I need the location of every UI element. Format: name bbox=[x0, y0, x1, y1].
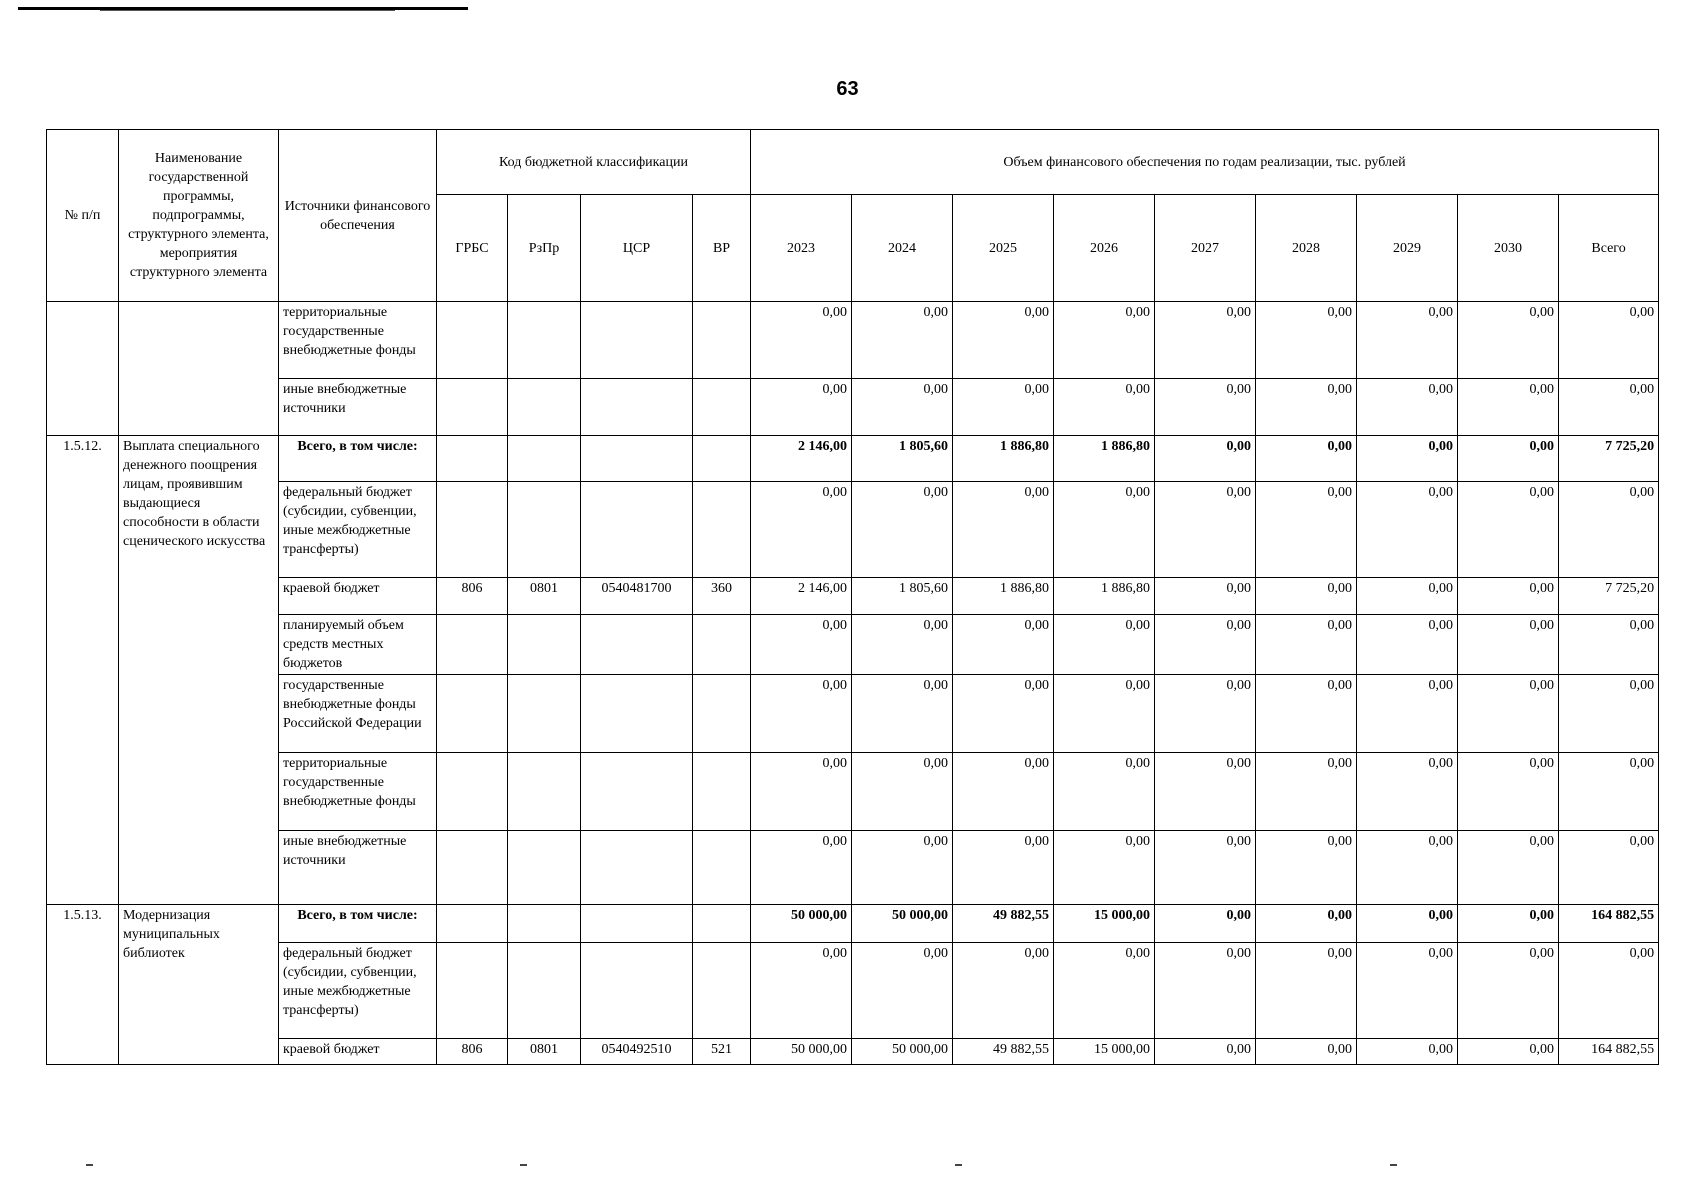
page-number: 63 bbox=[836, 78, 859, 100]
code-grbs bbox=[437, 943, 508, 1039]
header-rzpr: РзПр bbox=[508, 195, 581, 302]
value-year: 0,00 bbox=[1458, 675, 1559, 753]
code-csr bbox=[581, 436, 693, 482]
value-year: 1 886,80 bbox=[1054, 578, 1155, 615]
funding-source: Всего, в том числе: bbox=[279, 905, 437, 943]
value-year: 0,00 bbox=[1458, 578, 1559, 615]
value-year: 0,00 bbox=[751, 675, 852, 753]
value-year: 0,00 bbox=[953, 675, 1054, 753]
funding-source: территориальные государственные внебюджетные фонды bbox=[279, 753, 437, 831]
value-year: 0,00 bbox=[1357, 905, 1458, 943]
header-code-group: Код бюджетной классификации bbox=[437, 130, 751, 195]
value-total: 7 725,20 bbox=[1559, 578, 1659, 615]
value-total: 164 882,55 bbox=[1559, 905, 1659, 943]
value-year: 0,00 bbox=[852, 379, 953, 436]
code-vr bbox=[693, 831, 751, 905]
value-year: 0,00 bbox=[1256, 943, 1357, 1039]
code-grbs bbox=[437, 436, 508, 482]
value-year: 0,00 bbox=[1256, 1039, 1357, 1065]
item-name: Выплата специального денежного поощрения лицам, проявившим выдающиеся способности в области сценического искусства bbox=[119, 436, 279, 905]
code-csr: 0540481700 bbox=[581, 578, 693, 615]
value-total: 0,00 bbox=[1559, 379, 1659, 436]
value-year: 0,00 bbox=[953, 379, 1054, 436]
value-year: 0,00 bbox=[1357, 615, 1458, 675]
table-row bbox=[47, 831, 1659, 905]
value-year: 0,00 bbox=[953, 943, 1054, 1039]
table-row bbox=[47, 436, 1659, 482]
table-row bbox=[47, 675, 1659, 753]
value-total: 0,00 bbox=[1559, 753, 1659, 831]
value-year: 0,00 bbox=[953, 482, 1054, 578]
value-year: 0,00 bbox=[751, 302, 852, 379]
funding-source: иные внебюджетные источники bbox=[279, 379, 437, 436]
code-vr bbox=[693, 943, 751, 1039]
value-year: 0,00 bbox=[1256, 753, 1357, 831]
code-csr bbox=[581, 615, 693, 675]
value-year: 0,00 bbox=[1458, 615, 1559, 675]
value-year: 0,00 bbox=[1357, 753, 1458, 831]
code-vr bbox=[693, 905, 751, 943]
funding-source: Всего, в том числе: bbox=[279, 436, 437, 482]
header-year-2029: 2029 bbox=[1357, 195, 1458, 302]
value-year: 0,00 bbox=[1155, 753, 1256, 831]
table-row bbox=[47, 943, 1659, 1039]
code-csr bbox=[581, 943, 693, 1039]
value-year: 49 882,55 bbox=[953, 905, 1054, 943]
code-vr bbox=[693, 379, 751, 436]
header-year-2027: 2027 bbox=[1155, 195, 1256, 302]
funding-source: государственные внебюджетные фонды Российской Федерации bbox=[279, 675, 437, 753]
value-year: 0,00 bbox=[1357, 302, 1458, 379]
value-year: 0,00 bbox=[1357, 482, 1458, 578]
code-csr bbox=[581, 379, 693, 436]
value-year: 0,00 bbox=[1458, 302, 1559, 379]
value-year: 0,00 bbox=[1357, 1039, 1458, 1065]
value-year: 50 000,00 bbox=[852, 1039, 953, 1065]
table-row bbox=[47, 379, 1659, 436]
value-year: 0,00 bbox=[1054, 615, 1155, 675]
value-year: 0,00 bbox=[1357, 943, 1458, 1039]
value-year: 0,00 bbox=[1155, 302, 1256, 379]
code-csr bbox=[581, 675, 693, 753]
header-year-2025: 2025 bbox=[953, 195, 1054, 302]
code-grbs bbox=[437, 905, 508, 943]
value-year: 49 882,55 bbox=[953, 1039, 1054, 1065]
code-vr bbox=[693, 302, 751, 379]
code-grbs bbox=[437, 831, 508, 905]
header-year-2030: 2030 bbox=[1458, 195, 1559, 302]
value-year: 0,00 bbox=[1458, 379, 1559, 436]
value-year: 0,00 bbox=[1155, 482, 1256, 578]
scan-mark bbox=[86, 1164, 93, 1166]
top-rule-thin bbox=[100, 10, 395, 11]
value-year: 1 886,80 bbox=[953, 578, 1054, 615]
code-rzpr bbox=[508, 482, 581, 578]
code-csr bbox=[581, 302, 693, 379]
value-year: 0,00 bbox=[1458, 905, 1559, 943]
funding-source: планируемый объем средств местных бюджетов bbox=[279, 615, 437, 675]
funding-source: краевой бюджет bbox=[279, 578, 437, 615]
table-row bbox=[47, 482, 1659, 578]
value-year: 0,00 bbox=[1357, 675, 1458, 753]
value-year: 0,00 bbox=[751, 379, 852, 436]
header-year-2023: 2023 bbox=[751, 195, 852, 302]
scan-mark bbox=[520, 1164, 527, 1166]
value-year: 0,00 bbox=[1054, 302, 1155, 379]
value-year: 0,00 bbox=[1357, 436, 1458, 482]
value-year: 15 000,00 bbox=[1054, 1039, 1155, 1065]
value-total: 7 725,20 bbox=[1559, 436, 1659, 482]
value-year: 2 146,00 bbox=[751, 578, 852, 615]
value-year: 0,00 bbox=[1155, 615, 1256, 675]
value-year: 0,00 bbox=[1155, 905, 1256, 943]
value-year: 0,00 bbox=[852, 302, 953, 379]
table-body bbox=[47, 302, 1659, 1065]
header-year-2026: 2026 bbox=[1054, 195, 1155, 302]
row-number: 1.5.13. bbox=[47, 905, 119, 1065]
value-year: 0,00 bbox=[1458, 436, 1559, 482]
value-year: 0,00 bbox=[1256, 675, 1357, 753]
value-year: 0,00 bbox=[852, 482, 953, 578]
scan-mark bbox=[955, 1164, 962, 1166]
value-year: 0,00 bbox=[1054, 753, 1155, 831]
header-year-2024: 2024 bbox=[852, 195, 953, 302]
code-grbs: 806 bbox=[437, 1039, 508, 1065]
header-source: Источники финансового обеспечения bbox=[279, 130, 437, 302]
header-csr: ЦСР bbox=[581, 195, 693, 302]
table-row bbox=[47, 753, 1659, 831]
value-year: 0,00 bbox=[1256, 379, 1357, 436]
code-csr bbox=[581, 753, 693, 831]
value-year: 1 805,60 bbox=[852, 436, 953, 482]
row-number: 1.5.12. bbox=[47, 436, 119, 905]
value-year: 0,00 bbox=[953, 753, 1054, 831]
value-year: 0,00 bbox=[1357, 578, 1458, 615]
value-year: 0,00 bbox=[852, 831, 953, 905]
funding-source: федеральный бюджет (субсидии, субвенции, иные межбюджетные трансферты) bbox=[279, 482, 437, 578]
value-year: 0,00 bbox=[1256, 615, 1357, 675]
value-year: 0,00 bbox=[1155, 1039, 1256, 1065]
value-year: 0,00 bbox=[1458, 482, 1559, 578]
value-year: 0,00 bbox=[1458, 943, 1559, 1039]
code-rzpr bbox=[508, 831, 581, 905]
value-year: 0,00 bbox=[1054, 482, 1155, 578]
funding-source: иные внебюджетные источники bbox=[279, 831, 437, 905]
table-row bbox=[47, 1039, 1659, 1065]
code-grbs bbox=[437, 615, 508, 675]
header-volume-group: Объем финансового обеспечения по годам реализации, тыс. рублей bbox=[751, 130, 1659, 195]
code-vr bbox=[693, 436, 751, 482]
value-year: 0,00 bbox=[1256, 302, 1357, 379]
value-year: 50 000,00 bbox=[751, 1039, 852, 1065]
code-vr bbox=[693, 675, 751, 753]
code-rzpr bbox=[508, 905, 581, 943]
value-total: 0,00 bbox=[1559, 943, 1659, 1039]
value-year: 0,00 bbox=[953, 302, 1054, 379]
code-vr bbox=[693, 753, 751, 831]
value-year: 0,00 bbox=[1054, 943, 1155, 1039]
value-year: 0,00 bbox=[751, 482, 852, 578]
code-csr bbox=[581, 831, 693, 905]
code-rzpr bbox=[508, 379, 581, 436]
value-total: 0,00 bbox=[1559, 482, 1659, 578]
code-csr bbox=[581, 905, 693, 943]
value-year: 0,00 bbox=[953, 615, 1054, 675]
value-year: 0,00 bbox=[852, 943, 953, 1039]
value-year: 0,00 bbox=[1357, 831, 1458, 905]
scan-mark bbox=[1390, 1164, 1397, 1166]
value-year: 1 805,60 bbox=[852, 578, 953, 615]
value-year: 0,00 bbox=[1155, 379, 1256, 436]
code-vr: 521 bbox=[693, 1039, 751, 1065]
table-row bbox=[47, 302, 1659, 379]
table-header bbox=[47, 130, 1659, 302]
header-total: Всего bbox=[1559, 195, 1659, 302]
funding-source: краевой бюджет bbox=[279, 1039, 437, 1065]
code-csr bbox=[581, 482, 693, 578]
value-year: 0,00 bbox=[751, 943, 852, 1039]
item-name: Модернизация муниципальных библиотек bbox=[119, 905, 279, 1065]
code-grbs bbox=[437, 675, 508, 753]
header-year-2028: 2028 bbox=[1256, 195, 1357, 302]
funding-source: территориальные государственные внебюджетные фонды bbox=[279, 302, 437, 379]
header-grbs: ГРБС bbox=[437, 195, 508, 302]
value-year: 50 000,00 bbox=[751, 905, 852, 943]
value-year: 0,00 bbox=[1256, 436, 1357, 482]
code-csr: 0540492510 bbox=[581, 1039, 693, 1065]
code-rzpr: 0801 bbox=[508, 578, 581, 615]
row-number bbox=[47, 302, 119, 436]
value-year: 0,00 bbox=[852, 615, 953, 675]
code-vr: 360 bbox=[693, 578, 751, 615]
value-year: 0,00 bbox=[1458, 831, 1559, 905]
value-year: 0,00 bbox=[1458, 753, 1559, 831]
value-year: 0,00 bbox=[1054, 675, 1155, 753]
value-year: 0,00 bbox=[751, 753, 852, 831]
table-row bbox=[47, 578, 1659, 615]
table-row bbox=[47, 905, 1659, 943]
value-year: 0,00 bbox=[1256, 831, 1357, 905]
value-year: 1 886,80 bbox=[1054, 436, 1155, 482]
code-rzpr bbox=[508, 753, 581, 831]
value-year: 0,00 bbox=[1155, 436, 1256, 482]
item-name bbox=[119, 302, 279, 436]
value-year: 0,00 bbox=[751, 615, 852, 675]
header-vr: ВР bbox=[693, 195, 751, 302]
code-rzpr bbox=[508, 302, 581, 379]
value-year: 0,00 bbox=[852, 675, 953, 753]
code-rzpr: 0801 bbox=[508, 1039, 581, 1065]
value-year: 0,00 bbox=[1357, 379, 1458, 436]
value-year: 0,00 bbox=[751, 831, 852, 905]
value-year: 0,00 bbox=[1256, 578, 1357, 615]
code-rzpr bbox=[508, 615, 581, 675]
header-name: Наименование государственной программы, подпрограммы, структурного элемента, мероприятия структурного элемента bbox=[119, 130, 279, 302]
code-rzpr bbox=[508, 943, 581, 1039]
value-year: 0,00 bbox=[1054, 379, 1155, 436]
value-year: 0,00 bbox=[1155, 675, 1256, 753]
code-grbs bbox=[437, 379, 508, 436]
value-total: 164 882,55 bbox=[1559, 1039, 1659, 1065]
value-year: 0,00 bbox=[1155, 943, 1256, 1039]
header-num: № п/п bbox=[47, 130, 119, 302]
value-year: 0,00 bbox=[953, 831, 1054, 905]
code-grbs bbox=[437, 753, 508, 831]
code-vr bbox=[693, 482, 751, 578]
value-year: 0,00 bbox=[1256, 482, 1357, 578]
value-year: 0,00 bbox=[852, 753, 953, 831]
value-year: 0,00 bbox=[1458, 1039, 1559, 1065]
code-vr bbox=[693, 615, 751, 675]
value-total: 0,00 bbox=[1559, 675, 1659, 753]
code-rzpr bbox=[508, 675, 581, 753]
value-year: 0,00 bbox=[1054, 831, 1155, 905]
value-total: 0,00 bbox=[1559, 831, 1659, 905]
value-year: 50 000,00 bbox=[852, 905, 953, 943]
budget-table bbox=[46, 129, 1659, 1065]
table-row bbox=[47, 615, 1659, 675]
value-year: 0,00 bbox=[1155, 831, 1256, 905]
value-year: 1 886,80 bbox=[953, 436, 1054, 482]
value-year: 0,00 bbox=[1155, 578, 1256, 615]
code-grbs bbox=[437, 482, 508, 578]
value-year: 15 000,00 bbox=[1054, 905, 1155, 943]
funding-source: федеральный бюджет (субсидии, субвенции, иные межбюджетные трансферты) bbox=[279, 943, 437, 1039]
code-rzpr bbox=[508, 436, 581, 482]
value-total: 0,00 bbox=[1559, 615, 1659, 675]
value-total: 0,00 bbox=[1559, 302, 1659, 379]
value-year: 0,00 bbox=[1256, 905, 1357, 943]
code-grbs: 806 bbox=[437, 578, 508, 615]
code-grbs bbox=[437, 302, 508, 379]
value-year: 2 146,00 bbox=[751, 436, 852, 482]
